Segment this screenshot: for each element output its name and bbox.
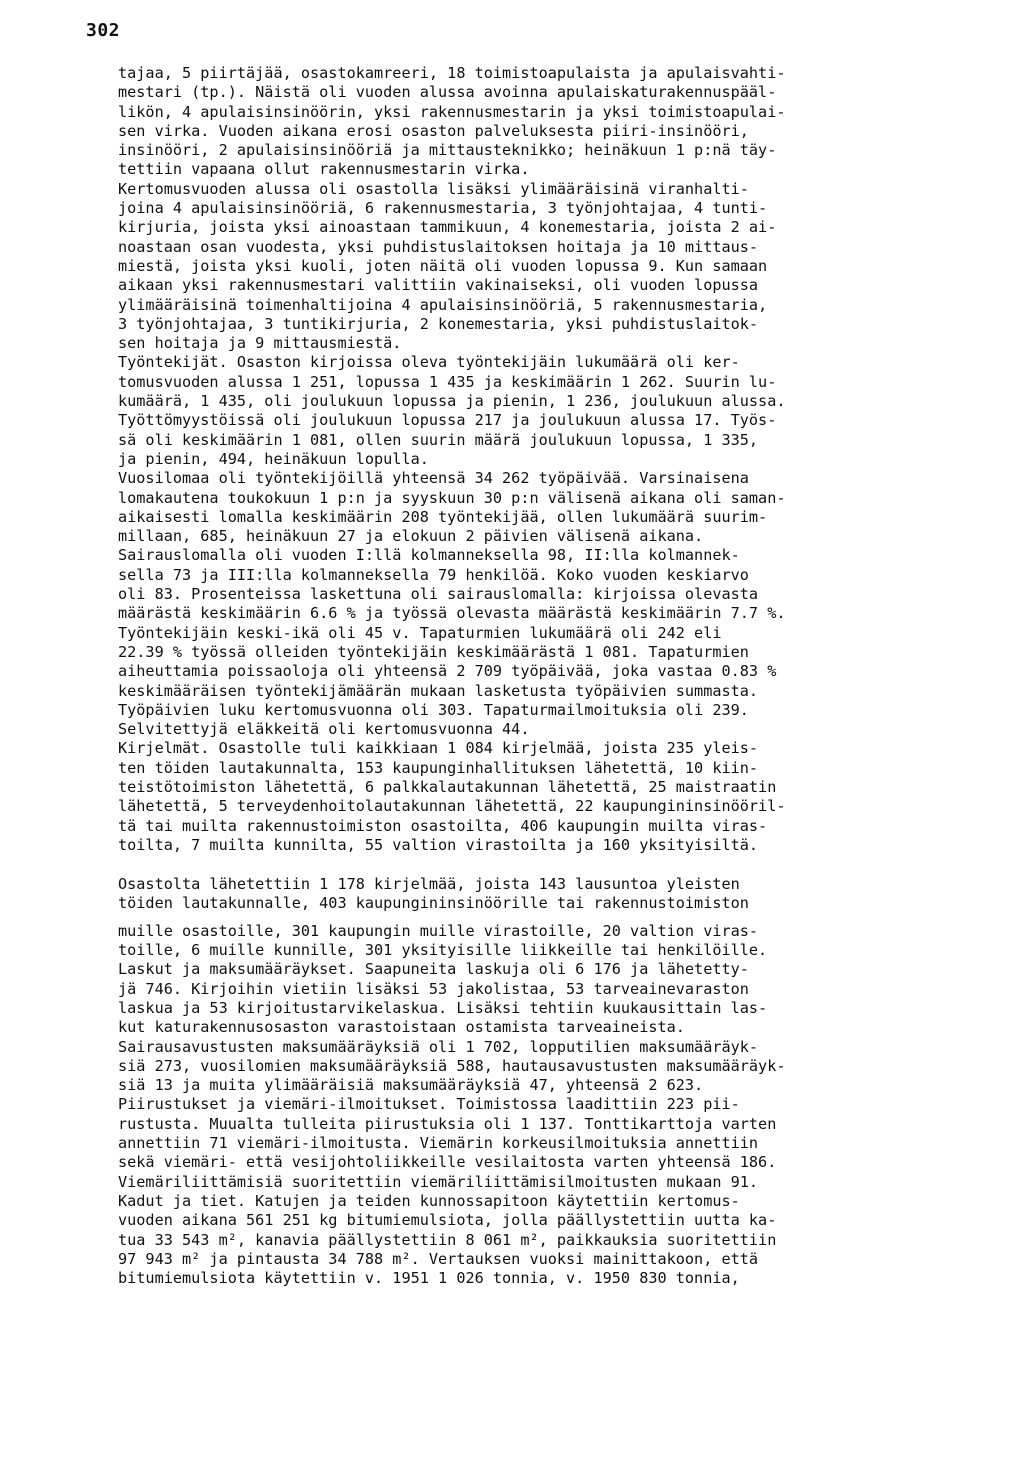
text-line: Vuosilomaa oli työntekijöillä yhteensä 34 262 työpäivää. Varsinaisena: [118, 469, 749, 488]
text-line: Kertomusvuoden alussa oli osastolla lisäksi ylimääräisinä viranhalti-: [118, 179, 749, 198]
text-line: vuoden aikana 561 251 kg bitumiemulsiota, jolla päällystettiin uutta ka-: [118, 1211, 777, 1230]
text-line: tua 33 543 m², kanavia päällystettiin 8 061 m², paikkauksia suoritettiin: [118, 1230, 777, 1249]
text-line: aiheuttamia poissaoloja oli yhteensä 2 709 työpäivää, joka vastaa 0.83 %: [118, 662, 777, 681]
text-line: Sairausavustusten maksumääräyksiä oli 1 702, lopputilien maksumääräyk-: [118, 1037, 759, 1056]
text-line: 97 943 m² ja pintausta 34 788 m². Vertauksen vuoksi mainittakoon, että: [118, 1249, 759, 1268]
text-line: Piirustukset ja viemäri-ilmoitukset. Toimistossa laadittiin 223 pii-: [118, 1095, 740, 1114]
text-line: Osastolta lähetettiin 1 178 kirjelmää, joista 143 lausuntoa yleisten: [118, 875, 740, 894]
text-line: millaan, 685, heinäkuun 27 ja elokuun 2 päivien välisenä aikana.: [118, 527, 704, 546]
text-line: Kadut ja tiet. Katujen ja teiden kunnossapitoon käytettiin kertomus-: [118, 1191, 740, 1210]
text-line: Työpäivien luku kertomusvuonna oli 303. Tapaturmailmoituksia oli 239.: [118, 700, 749, 719]
text-line: Kirjelmät. Osastolle tuli kaikkiaan 1 084 kirjelmää, joista 235 yleis-: [118, 739, 759, 758]
text-line: ylimääräisinä toimenhaltijoina 4 apulaisinsinööriä, 5 rakennusmestaria,: [118, 295, 768, 314]
text-line: keskimääräisen työntekijämäärän mukaan lasketusta työpäivien summasta.: [118, 681, 759, 700]
text-line: tä tai muilta rakennustoimiston osastoilta, 406 kaupungin muilta viras-: [118, 816, 768, 835]
body-text: [118, 64, 958, 1288]
text-line: tomusvuoden alussa 1 251, lopussa 1 435 ja keskimäärin 1 262. Suurin lu-: [118, 372, 777, 391]
text-line: sä oli keskimäärin 1 081, ollen suurin määrä joulukuun lopussa, 1 335,: [118, 430, 759, 449]
text-line: sen virka. Vuoden aikana erosi osaston palveluksesta piiri-insinööri,: [118, 121, 749, 140]
text-line: kumäärä, 1 435, oli joulukuun lopussa ja pienin, 1 236, joulukuun alussa.: [118, 392, 786, 411]
text-line: annettiin 71 viemäri-ilmoitusta. Viemärin korkeusilmoituksia annettiin: [118, 1134, 759, 1153]
text-line: aikaisesti lomalla keskimäärin 208 työntekijää, ollen lukumäärä suurim-: [118, 507, 768, 526]
paragraph-gap: [118, 855, 958, 875]
text-line: jä 746. Kirjoihin vietiin lisäksi 53 jakolistaa, 53 tarveainevaraston: [118, 979, 749, 998]
text-line: bitumiemulsiota käytettiin v. 1951 1 026 tonnia, v. 1950 830 tonnia,: [118, 1269, 740, 1288]
text-line: lähetettä, 5 terveydenhoitolautakunnan lähetettä, 22 kaupungininsinööril-: [118, 797, 786, 816]
text-line: ja pienin, 494, heinäkuun lopulla.: [118, 449, 429, 468]
text-line: siä 273, vuosilomien maksumääräyksiä 588, hautausavustusten maksumääräyk-: [118, 1056, 786, 1075]
text-line: laskua ja 53 kirjoitustarvikelaskua. Lisäksi tehtiin kuukausittain las-: [118, 998, 768, 1017]
page-number: 302: [86, 20, 121, 41]
text-line: noastaan osan vuodesta, yksi puhdistuslaitoksen hoitaja ja 10 mittaus-: [118, 237, 759, 256]
paragraph-gap: [118, 914, 958, 922]
text-line: toille, 6 muille kunnille, 301 yksityisille liikkeille tai henkilöille.: [118, 941, 768, 960]
text-line: sella 73 ja III:lla kolmanneksella 79 henkilöä. Koko vuoden keskiarvo: [118, 565, 749, 584]
text-line: töiden lautakunnalle, 403 kaupungininsinöörille tai rakennustoimiston: [118, 894, 749, 913]
text-line: Työntekijät. Osaston kirjoissa oleva työntekijäin lukumäärä oli ker-: [118, 353, 740, 372]
text-line: Laskut ja maksumääräykset. Saapuneita laskuja oli 6 176 ja lähetetty-: [118, 960, 749, 979]
text-line: toilta, 7 muilta kunnilta, 55 valtion virastoilta ja 160 yksityisiltä.: [118, 835, 759, 854]
text-line: siä 13 ja muita ylimääräisiä maksumääräyksiä 47, yhteensä 2 623.: [118, 1076, 704, 1095]
text-line: ten töiden lautakunnalta, 153 kaupunginhallituksen lähetettä, 10 kiin-: [118, 758, 759, 777]
text-line: tettiin vapaana ollut rakennusmestarin virka.: [118, 160, 530, 179]
text-line: kut katurakennusosaston varastoistaan ostamista tarveaineista.: [118, 1018, 685, 1037]
text-line: rustusta. Muualta tulleita piirustuksia oli 1 137. Tonttikarttoja varten: [118, 1114, 777, 1133]
text-line: sen hoitaja ja 9 mittausmiestä.: [118, 334, 402, 353]
text-line: mestari (tp.). Näistä oli vuoden alussa avoinna apulaiskaturakennuspääl-: [118, 83, 777, 102]
text-line: tajaa, 5 piirtäjää, osastokamreeri, 18 toimistoapulaista ja apulaisvahti-: [118, 64, 786, 82]
text-line: Sairauslomalla oli vuoden I:llä kolmanneksella 98, II:lla kolmannek-: [118, 546, 740, 565]
text-line: muille osastoille, 301 kaupungin muille virastoille, 20 valtion viras-: [118, 921, 759, 940]
text-line: aikaan yksi rakennusmestari valittiin vakinaiseksi, oli vuoden lopussa: [118, 276, 759, 295]
text-line: kirjuria, joista yksi ainoastaan tammikuun, 4 konemestaria, joista 2 ai-: [118, 218, 777, 237]
text-line: 22.39 % työssä olleiden työntekijäin keskimäärästä 1 081. Tapaturmien: [118, 642, 749, 661]
text-line: lomakautena toukokuun 1 p:n ja syyskuun 30 p:n välisenä aikana oli saman-: [118, 488, 786, 507]
text-line: sekä viemäri- että vesijohtoliikkeille vesilaitosta varten yhteensä 186.: [118, 1153, 777, 1172]
text-line: määrästä keskimäärin 6.6 % ja työssä olevasta määrästä keskimäärin 7.7 %.: [118, 604, 786, 623]
text-line: Selvitettyjä eläkkeitä oli kertomusvuonna 44.: [118, 720, 530, 739]
text-line: miestä, joista yksi kuoli, joten näitä oli vuoden lopussa 9. Kun samaan: [118, 256, 768, 275]
text-line: Viemäriliittämisiä suoritettiin viemäriliittämisilmoitusten mukaan 91.: [118, 1172, 759, 1191]
text-line: teistötoimiston lähetettä, 6 palkkalautakunnan lähetettä, 25 maistraatin: [118, 777, 777, 796]
text-line: insinööri, 2 apulaisinsinööriä ja mittausteknikko; heinäkuun 1 p:nä täy-: [118, 141, 777, 160]
text-line: likön, 4 apulaisinsinöörin, yksi rakennusmestarin ja yksi toimistoapulai-: [118, 102, 786, 121]
text-line: Työntekijäin keski-ikä oli 45 v. Tapaturmien lukumäärä oli 242 eli: [118, 623, 722, 642]
text-line: Työttömyystöissä oli joulukuun lopussa 217 ja joulukuun alussa 17. Työs-: [118, 411, 777, 430]
text-line: joina 4 apulaisinsinööriä, 6 rakennusmestaria, 3 työnjohtajaa, 4 tunti-: [118, 199, 768, 218]
text-line: oli 83. Prosenteissa laskettuna oli sairauslomalla: kirjoissa olevasta: [118, 585, 759, 604]
text-line: 3 työnjohtajaa, 3 tuntikirjuria, 2 konemestaria, yksi puhdistuslaitok-: [118, 314, 759, 333]
